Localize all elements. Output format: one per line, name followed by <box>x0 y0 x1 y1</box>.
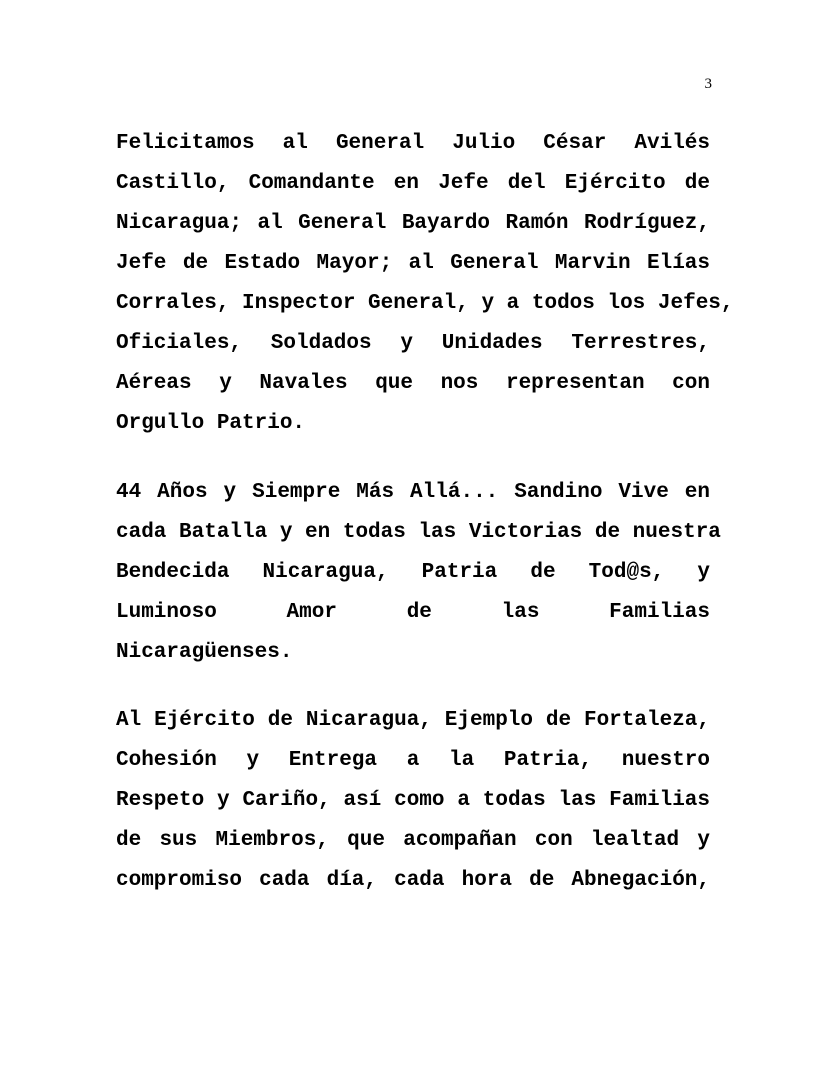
paragraph-line: Orgullo Patrio. <box>116 412 306 435</box>
paragraph-line: Nicaragüenses. <box>116 641 293 664</box>
paragraph-line: Cohesión y Entrega a la Patria, nuestro <box>116 749 710 772</box>
paragraph-line: Respeto y Cariño, así como a todas las Familias <box>116 789 710 812</box>
paragraph-line: Bendecida Nicaragua, Patria de Tod@s, y <box>116 561 710 584</box>
paragraph-line: cada Batalla y en todas las Victorias de nuestra <box>116 521 721 544</box>
paragraph-line: Jefe de Estado Mayor; al General Marvin Elías <box>116 252 710 275</box>
paragraph-line: Al Ejército de Nicaragua, Ejemplo de Fortaleza, <box>116 709 710 732</box>
paragraph-line: de sus Miembros, que acompañan con lealtad y <box>116 829 710 852</box>
paragraph-line: 44 Años y Siempre Más Allá... Sandino Vive en <box>116 481 710 504</box>
paragraph-line: Corrales, Inspector General, y a todos los Jefes, <box>116 292 734 315</box>
paragraph-line: Aéreas y Navales que nos representan con <box>116 372 710 395</box>
paragraph-line: Oficiales, Soldados y Unidades Terrestres, <box>116 332 710 355</box>
paragraph-line: Nicaragua; al General Bayardo Ramón Rodríguez, <box>116 212 710 235</box>
paragraph-line: Castillo, Comandante en Jefe del Ejército de <box>116 172 710 195</box>
page-number: 3 <box>704 76 712 92</box>
paragraph-line: Felicitamos al General Julio César Avilés <box>116 132 710 155</box>
paragraph-line: compromiso cada día, cada hora de Abnegación, <box>116 869 710 892</box>
paragraph-line: Luminoso Amor de las Familias <box>116 601 710 624</box>
